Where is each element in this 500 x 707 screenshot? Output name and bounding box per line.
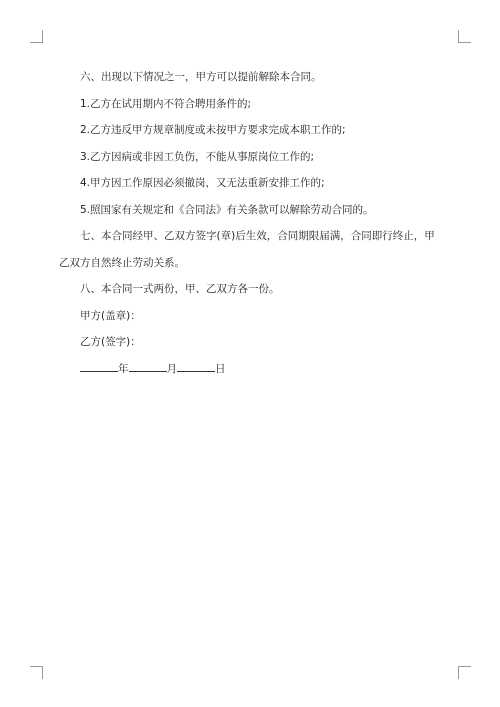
signing-date-line [59,356,444,383]
clause-six-item-5: 5.照国家有关规定和《合同法》有关条款可以解除劳动合同的。 [80,203,374,216]
clause-seven: 七、本合同经甲、乙双方签字(章)后生效，合同期限届满，合同即行终止，甲乙双方自然终止劳动关系。 [59,230,435,269]
crop-mark-bottom-right [458,666,471,679]
clause-six-item-1: 1.乙方在试用期内不符合聘用条件的; [80,97,252,110]
crop-mark-bottom-left [30,666,43,679]
clause-six-item-3: 3.乙方因病或非因工负伤，不能从事原岗位工作的; [80,150,315,163]
party-b-signature-label: 乙方(签字)： [80,336,141,348]
year-label: 年 [118,362,129,375]
clause-six-item-2: 2.乙方违反甲方规章制度或未按甲方要求完成本职工作的; [80,124,346,136]
party-a-seal-label: 甲方(盖章)： [80,309,141,322]
clause-eight: 八、本合同一式两份，甲、乙双方各一份。 [80,283,280,295]
crop-mark-top-left [30,30,43,43]
document-body [59,64,444,382]
day-label: 日 [215,362,226,375]
day-blank [177,361,215,372]
clause-six-item-4: 4.甲方因工作原因必须撤岗，又无法重新安排工作的; [80,177,325,189]
year-blank [80,361,118,372]
clause-six-heading: 六、出现以下情况之一，甲方可以提前解除本合同。 [80,71,322,83]
crop-mark-top-right [458,30,471,43]
month-label: 月 [166,362,177,375]
month-blank [129,361,167,372]
